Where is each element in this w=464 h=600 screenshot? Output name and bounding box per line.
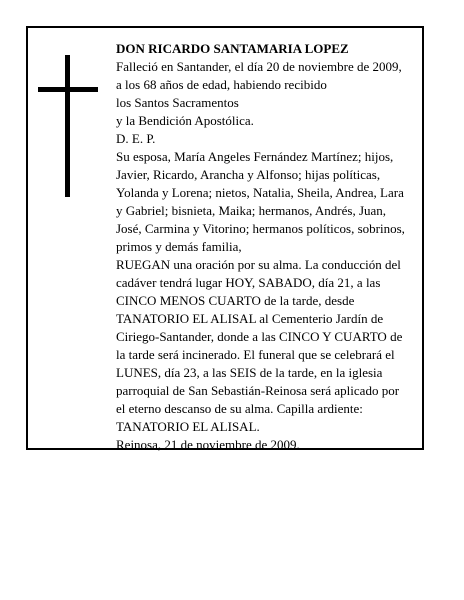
notice-line: la tarde será incinerado. El funeral que se celebrará el <box>116 347 395 362</box>
notice-line: el eterno descanso de su alma. Capilla ardiente: <box>116 401 363 416</box>
notice-line: Javier, Ricardo, Arancha y Alfonso; hijas políticas, <box>116 167 381 182</box>
notice-line: LUNES, día 23, a las SEIS de la tarde, en la iglesia <box>116 365 383 380</box>
notice-line: primos y demás familia, <box>116 239 242 254</box>
notice-line: Ciriego-Santander, donde a las CINCO Y CUARTO de <box>116 329 403 344</box>
notice-line: los Santos Sacramentos <box>116 95 239 110</box>
notice-line: y la Bendición Apostólica. <box>116 113 254 128</box>
notice-line: parroquial de San Sebastián-Reinosa será aplicado por <box>116 383 400 398</box>
notice-date: Reinosa, 21 de noviembre de 2009. <box>116 437 300 452</box>
cross-vertical-bar <box>65 55 70 197</box>
cross-horizontal-bar <box>38 87 98 92</box>
notice-line: RUEGAN una oración por su alma. La conducción del <box>116 257 401 272</box>
notice-text <box>116 40 418 454</box>
obituary-notice <box>26 26 424 450</box>
notice-line: TANATORIO EL ALISAL al Cementerio Jardín de <box>116 311 384 326</box>
notice-line: y Gabriel; bisnieta, Maika; hermanos, Andrés, Juan, <box>116 203 387 218</box>
notice-line: Yolanda y Lorena; nietos, Natalia, Sheila, Andrea, Lara <box>116 185 404 200</box>
notice-line: Su esposa, María Angeles Fernández Martínez; hijos, <box>116 149 394 164</box>
notice-line: TANATORIO EL ALISAL. <box>116 419 260 434</box>
notice-line: a los 68 años de edad, habiendo recibido <box>116 77 327 92</box>
notice-line: cadáver tendrá lugar HOY, SABADO, día 21, a las <box>116 275 381 290</box>
notice-line: D. E. P. <box>116 131 156 146</box>
deceased-name: DON RICARDO SANTAMARIA LOPEZ <box>116 41 349 56</box>
notice-line: Falleció en Santander, el día 20 de noviembre de 2009, <box>116 59 402 74</box>
cross-icon <box>38 55 98 197</box>
notice-line: CINCO MENOS CUARTO de la tarde, desde <box>116 293 355 308</box>
notice-line: José, Carmina y Vitorino; hermanos políticos, sobrinos, <box>116 221 405 236</box>
